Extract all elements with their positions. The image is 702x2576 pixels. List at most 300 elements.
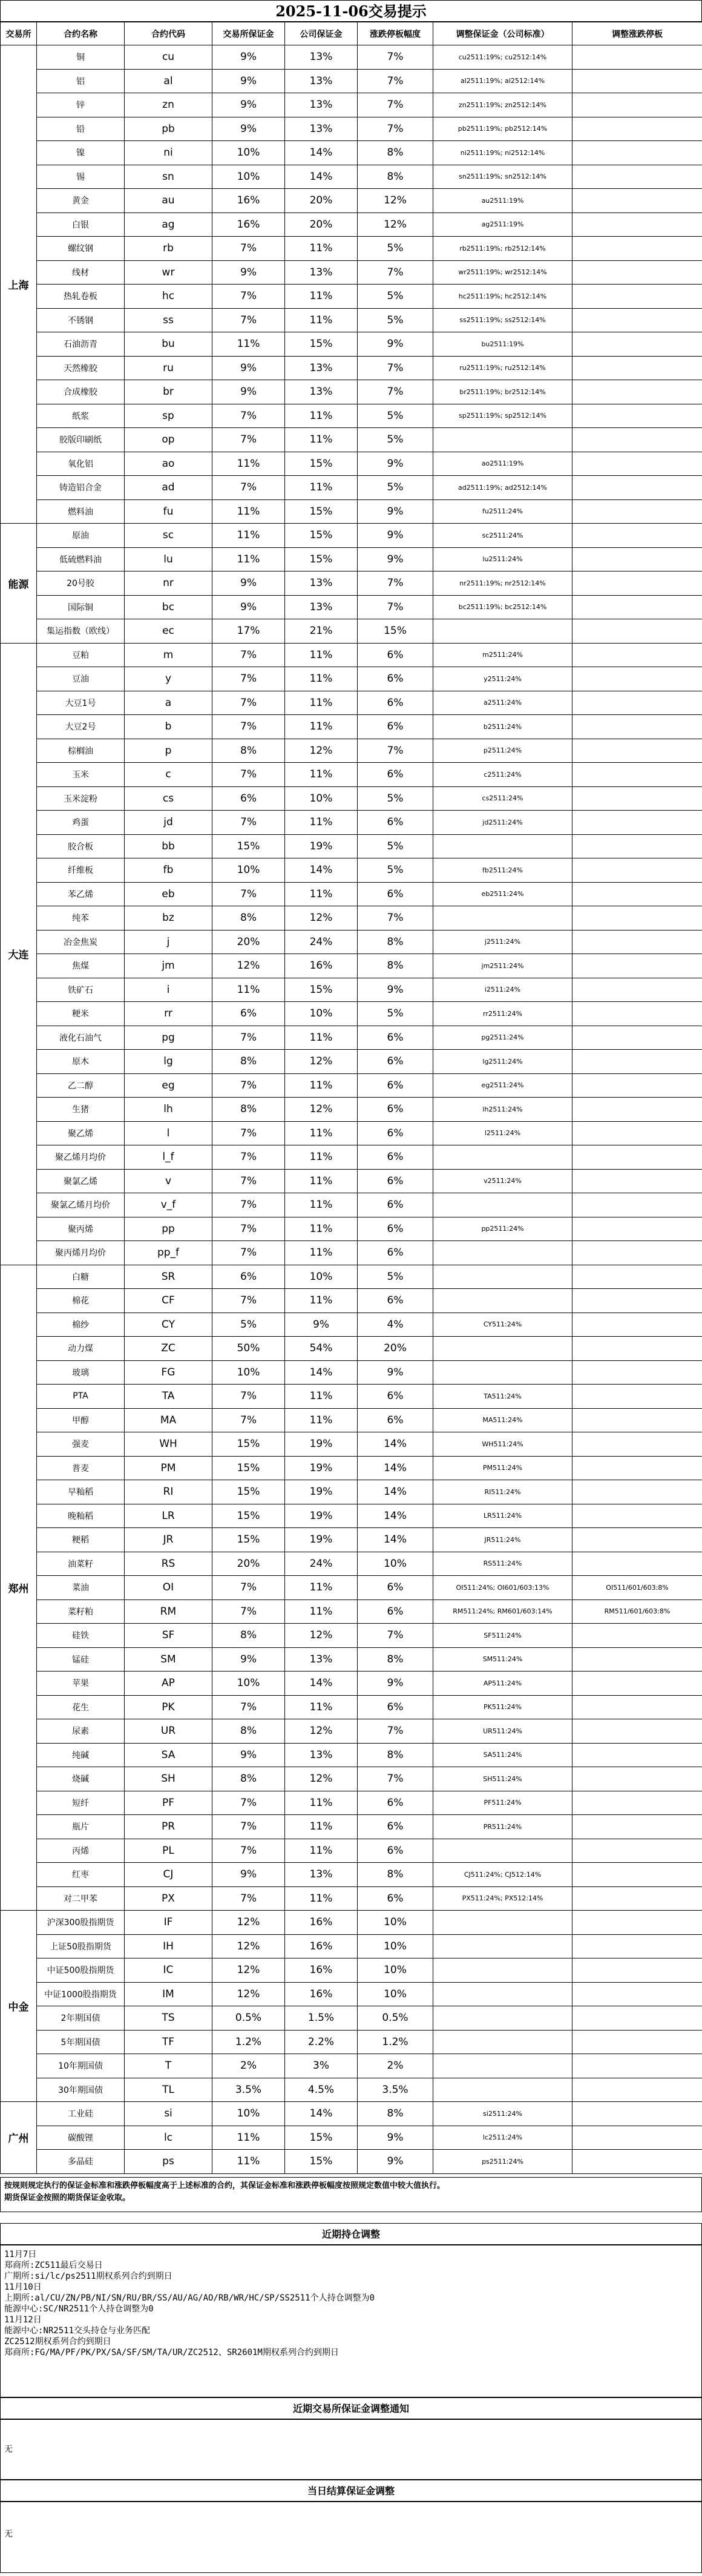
exchange-margin-cell: 9%	[212, 1647, 285, 1672]
price-limit-cell: 6%	[358, 1815, 433, 1839]
contract-code-cell: eg	[125, 1073, 212, 1098]
exchange-margin-cell: 7%	[212, 882, 285, 906]
exchange-margin-cell: 8%	[212, 1624, 285, 1648]
adjusted-margin-cell: SH511:24%	[433, 1767, 572, 1791]
table-row	[1, 1576, 702, 1600]
exchange-margin-cell: 11%	[212, 2126, 285, 2150]
adjusted-limit-cell	[572, 1289, 702, 1313]
adjusted-limit-cell	[572, 69, 702, 93]
exchange-margin-cell: 8%	[212, 906, 285, 931]
price-limit-cell: 12%	[358, 212, 433, 237]
col-header-limit: 涨跌停板幅度	[358, 22, 433, 45]
table-row	[1, 1599, 702, 1624]
contract-code-cell: m	[125, 643, 212, 667]
company-margin-cell: 11%	[285, 1839, 358, 1863]
adjusted-margin-cell: m2511:24%	[433, 643, 572, 667]
adjusted-margin-cell	[433, 2006, 572, 2031]
table-row	[1, 1480, 702, 1504]
contract-code-cell: RM	[125, 1599, 212, 1624]
company-margin-cell: 11%	[285, 1073, 358, 1098]
contract-code-cell: sc	[125, 524, 212, 548]
adjusted-limit-cell	[572, 1624, 702, 1648]
table-row	[1, 906, 702, 931]
price-limit-cell: 5%	[358, 1002, 433, 1026]
company-margin-cell: 11%	[285, 1193, 358, 1217]
table-body	[1, 45, 702, 2174]
adjusted-limit-cell	[572, 930, 702, 954]
price-limit-cell: 9%	[358, 1360, 433, 1385]
adjusted-limit-cell	[572, 285, 702, 309]
contract-code-cell: jm	[125, 954, 212, 978]
exchange-margin-cell: 9%	[212, 69, 285, 93]
exchange-margin-cell: 0.5%	[212, 2006, 285, 2031]
price-limit-cell: 8%	[358, 1863, 433, 1887]
price-limit-cell: 8%	[358, 954, 433, 978]
exchange-margin-cell: 11%	[212, 978, 285, 1002]
price-limit-cell: 6%	[358, 691, 433, 715]
contract-code-cell: rb	[125, 237, 212, 261]
table-row	[1, 1815, 702, 1839]
table-row	[1, 2078, 702, 2102]
table-row	[1, 739, 702, 763]
exchange-margin-cell: 9%	[212, 356, 285, 380]
company-margin-cell: 10%	[285, 1265, 358, 1289]
recent-position-line: ZC2512期权系列合约到期日	[4, 2337, 111, 2347]
contract-code-cell: SF	[125, 1624, 212, 1648]
company-margin-cell: 15%	[285, 452, 358, 476]
col-header-company-margin: 公司保证金	[285, 22, 358, 45]
adjusted-margin-cell: PK511:24%	[433, 1695, 572, 1719]
table-row	[1, 930, 702, 954]
contract-name-cell: 铜	[37, 45, 125, 70]
table-row	[1, 45, 702, 70]
exchange-margin-cell: 8%	[212, 1719, 285, 1744]
contract-code-cell: v	[125, 1169, 212, 1193]
exchange-margin-cell: 7%	[212, 1241, 285, 1265]
company-margin-cell: 15%	[285, 2126, 358, 2150]
company-margin-cell: 12%	[285, 1719, 358, 1744]
adjusted-limit-cell	[572, 404, 702, 428]
contract-name-cell: 红枣	[37, 1863, 125, 1887]
price-limit-cell: 6%	[358, 1121, 433, 1145]
adjusted-limit-cell	[572, 1313, 702, 1337]
company-margin-cell: 13%	[285, 1743, 358, 1767]
company-margin-cell: 14%	[285, 2102, 358, 2126]
price-limit-cell: 6%	[358, 1886, 433, 1911]
company-margin-cell: 4.5%	[285, 2078, 358, 2102]
exchange-margin-cell: 12%	[212, 1958, 285, 1983]
exchange-margin-cell: 7%	[212, 1408, 285, 1432]
exchange-margin-cell: 2%	[212, 2054, 285, 2078]
company-margin-cell: 16%	[285, 1911, 358, 1935]
contract-code-cell: SH	[125, 1767, 212, 1791]
company-margin-cell: 12%	[285, 906, 358, 931]
price-limit-cell: 2%	[358, 2054, 433, 2078]
exchange-margin-cell: 6%	[212, 786, 285, 811]
price-limit-cell: 5%	[358, 476, 433, 500]
exchange-margin-cell: 7%	[212, 1169, 285, 1193]
exchange-margin-cell: 12%	[212, 1911, 285, 1935]
recent-position-line: 广期所:si/lc/ps2511期权系列合约到期日	[4, 2271, 172, 2281]
adjusted-limit-cell	[572, 643, 702, 667]
adjusted-limit-cell	[572, 619, 702, 644]
col-header-adjusted-limit: 调整涨跌停板	[572, 22, 702, 45]
adjusted-margin-cell	[433, 1145, 572, 1170]
price-limit-cell: 7%	[358, 260, 433, 285]
adjusted-margin-cell: OI511:24%; OI601/603:13%	[433, 1576, 572, 1600]
contract-code-cell: MA	[125, 1408, 212, 1432]
company-margin-cell: 54%	[285, 1337, 358, 1361]
table-row	[1, 2030, 702, 2054]
table-row	[1, 1791, 702, 1815]
company-margin-cell: 3%	[285, 2054, 358, 2078]
contract-name-cell: 丙烯	[37, 1839, 125, 1863]
table-row	[1, 93, 702, 117]
price-limit-cell: 14%	[358, 1480, 433, 1504]
contract-name-cell: 聚乙烯	[37, 1121, 125, 1145]
exchange-margin-cell: 7%	[212, 1576, 285, 1600]
table-row	[1, 1432, 702, 1457]
table-row	[1, 285, 702, 309]
price-limit-cell: 6%	[358, 715, 433, 739]
contract-name-cell: 镍	[37, 141, 125, 165]
contract-code-cell: i	[125, 978, 212, 1002]
adjusted-limit-cell	[572, 954, 702, 978]
contract-name-cell: 玉米淀粉	[37, 786, 125, 811]
adjusted-margin-cell: ad2511:19%; ad2512:14%	[433, 476, 572, 500]
contract-code-cell: IM	[125, 1982, 212, 2006]
contract-name-cell: 合成橡胶	[37, 380, 125, 404]
company-margin-cell: 24%	[285, 930, 358, 954]
contract-code-cell: hc	[125, 285, 212, 309]
table-row	[1, 1313, 702, 1337]
margin-notice-text: 无	[4, 2445, 13, 2454]
company-margin-cell: 11%	[285, 1217, 358, 1241]
recent-position-line: 能源中心:SC/NR2511个人持仓调整为0	[4, 2304, 154, 2314]
contract-name-cell: 菜油	[37, 1576, 125, 1600]
contract-code-cell: ec	[125, 619, 212, 644]
margin-table	[0, 22, 702, 2174]
exchange-margin-cell: 9%	[212, 572, 285, 596]
price-limit-cell: 9%	[358, 2150, 433, 2174]
exchange-margin-cell: 7%	[212, 1121, 285, 1145]
adjusted-limit-cell	[572, 428, 702, 452]
exchange-margin-cell: 11%	[212, 524, 285, 548]
table-row	[1, 786, 702, 811]
contract-name-cell: 低硫燃料油	[37, 547, 125, 572]
exchange-margin-cell: 7%	[212, 811, 285, 835]
exchange-margin-cell: 6%	[212, 1265, 285, 1289]
contract-code-cell: c	[125, 763, 212, 787]
contract-name-cell: 铁矿石	[37, 978, 125, 1002]
table-row	[1, 452, 702, 476]
adjusted-limit-cell	[572, 667, 702, 691]
price-limit-cell: 8%	[358, 1647, 433, 1672]
exchange-margin-cell: 10%	[212, 2102, 285, 2126]
adjusted-limit-cell	[572, 739, 702, 763]
price-limit-cell: 7%	[358, 1767, 433, 1791]
contract-name-cell: 原木	[37, 1050, 125, 1074]
adjusted-limit-cell	[572, 1886, 702, 1911]
contract-code-cell: v_f	[125, 1193, 212, 1217]
adjusted-margin-cell: CJ511:24%; CJ512:14%	[433, 1863, 572, 1887]
table-row	[1, 212, 702, 237]
adjusted-limit-cell	[572, 260, 702, 285]
adjusted-margin-cell: si2511:24%	[433, 2102, 572, 2126]
company-margin-cell: 21%	[285, 619, 358, 644]
contract-code-cell: IF	[125, 1911, 212, 1935]
adjusted-limit-cell	[572, 1169, 702, 1193]
contract-name-cell: 铸造铝合金	[37, 476, 125, 500]
table-row	[1, 1456, 702, 1480]
adjusted-limit-cell	[572, 691, 702, 715]
adjusted-limit-cell	[572, 1480, 702, 1504]
exchange-margin-cell: 7%	[212, 1599, 285, 1624]
company-margin-cell: 15%	[285, 547, 358, 572]
adjusted-limit-cell	[572, 452, 702, 476]
col-header-exchange-margin: 交易所保证金	[212, 22, 285, 45]
adjusted-limit-cell	[572, 1504, 702, 1528]
contract-code-cell: SR	[125, 1265, 212, 1289]
table-row	[1, 237, 702, 261]
adjusted-limit-cell	[572, 1456, 702, 1480]
contract-code-cell: JR	[125, 1528, 212, 1552]
exchange-margin-cell: 7%	[212, 1695, 285, 1719]
contract-name-cell: 铝	[37, 69, 125, 93]
contract-name-cell: 碳酸锂	[37, 2126, 125, 2150]
contract-code-cell: rr	[125, 1002, 212, 1026]
contract-name-cell: 20号胶	[37, 572, 125, 596]
price-limit-cell: 9%	[358, 547, 433, 572]
table-row	[1, 404, 702, 428]
contract-code-cell: l	[125, 1121, 212, 1145]
table-row	[1, 1886, 702, 1911]
exchange-margin-cell: 7%	[212, 1839, 285, 1863]
company-margin-cell: 11%	[285, 428, 358, 452]
table-row	[1, 1839, 702, 1863]
table-row	[1, 1193, 702, 1217]
price-limit-cell: 7%	[358, 595, 433, 619]
exchange-margin-cell: 15%	[212, 1456, 285, 1480]
company-margin-cell: 13%	[285, 260, 358, 285]
contract-name-cell: 聚丙烯	[37, 1217, 125, 1241]
exchange-margin-cell: 15%	[212, 1504, 285, 1528]
price-limit-cell: 7%	[358, 1624, 433, 1648]
company-margin-cell: 15%	[285, 524, 358, 548]
col-header-contract-code: 合约代码	[125, 22, 212, 45]
settle-margin-text: 无	[4, 2529, 13, 2539]
col-header-exchange: 交易所	[1, 22, 37, 45]
adjusted-margin-cell: pg2511:24%	[433, 1026, 572, 1050]
contract-code-cell: SA	[125, 1743, 212, 1767]
company-margin-cell: 11%	[285, 1815, 358, 1839]
table-row	[1, 428, 702, 452]
company-margin-cell: 11%	[285, 237, 358, 261]
price-limit-cell: 5%	[358, 428, 433, 452]
company-margin-cell: 11%	[285, 1791, 358, 1815]
exchange-cell: 上海	[1, 45, 37, 524]
adjusted-margin-cell: cs2511:24%	[433, 786, 572, 811]
page-title: 2025-11-06交易提示	[0, 0, 702, 22]
adjusted-limit-cell	[572, 1815, 702, 1839]
adjusted-limit-cell	[572, 2078, 702, 2102]
exchange-margin-cell: 9%	[212, 1863, 285, 1887]
contract-name-cell: 豆粕	[37, 643, 125, 667]
contract-name-cell: 线材	[37, 260, 125, 285]
exchange-margin-cell: 11%	[212, 332, 285, 357]
company-margin-cell: 14%	[285, 1360, 358, 1385]
adjusted-limit-cell	[572, 237, 702, 261]
adjusted-limit-cell	[572, 1217, 702, 1241]
company-margin-cell: 11%	[285, 476, 358, 500]
adjusted-margin-cell: cu2511:19%; cu2512:14%	[433, 45, 572, 70]
exchange-margin-cell: 7%	[212, 428, 285, 452]
company-margin-cell: 10%	[285, 1002, 358, 1026]
adjusted-limit-cell	[572, 1050, 702, 1074]
adjusted-limit-cell	[572, 1982, 702, 2006]
exchange-margin-cell: 9%	[212, 93, 285, 117]
price-limit-cell: 5%	[358, 786, 433, 811]
recent-position-line: 11月7日	[4, 2250, 37, 2259]
recent-position-line: 11月10日	[4, 2282, 42, 2292]
company-margin-cell: 11%	[285, 1408, 358, 1432]
table-row	[1, 1002, 702, 1026]
company-margin-cell: 20%	[285, 189, 358, 213]
contract-name-cell: 30年期国债	[37, 2078, 125, 2102]
table-row	[1, 1385, 702, 1409]
company-margin-cell: 12%	[285, 739, 358, 763]
contract-code-cell: TL	[125, 2078, 212, 2102]
contract-name-cell: 鸡蛋	[37, 811, 125, 835]
adjusted-limit-cell	[572, 2054, 702, 2078]
adjusted-margin-cell: hc2511:19%; hc2512:14%	[433, 285, 572, 309]
exchange-margin-cell: 7%	[212, 285, 285, 309]
adjusted-limit-cell	[572, 165, 702, 189]
contract-code-cell: AP	[125, 1672, 212, 1696]
table-row	[1, 1504, 702, 1528]
exchange-margin-cell: 8%	[212, 1098, 285, 1122]
contract-name-cell: 纯碱	[37, 1743, 125, 1767]
price-limit-cell: 6%	[358, 1408, 433, 1432]
table-row	[1, 189, 702, 213]
adjusted-limit-cell	[572, 1193, 702, 1217]
adjusted-margin-cell	[433, 1360, 572, 1385]
table-row	[1, 715, 702, 739]
exchange-margin-cell: 7%	[212, 1145, 285, 1170]
price-limit-cell: 8%	[358, 165, 433, 189]
exchange-margin-cell: 12%	[212, 1982, 285, 2006]
company-margin-cell: 11%	[285, 308, 358, 332]
contract-name-cell: 聚丙烯月均价	[37, 1241, 125, 1265]
table-row	[1, 619, 702, 644]
company-margin-cell: 19%	[285, 1528, 358, 1552]
table-row	[1, 1169, 702, 1193]
adjusted-limit-cell	[572, 356, 702, 380]
adjusted-limit-cell	[572, 978, 702, 1002]
company-margin-cell: 11%	[285, 1576, 358, 1600]
exchange-margin-cell: 20%	[212, 1552, 285, 1576]
table-row	[1, 1934, 702, 1958]
adjusted-margin-cell	[433, 1958, 572, 1983]
price-limit-cell: 6%	[358, 1098, 433, 1122]
company-margin-cell: 11%	[285, 1169, 358, 1193]
table-row	[1, 2006, 702, 2031]
company-margin-cell: 13%	[285, 45, 358, 70]
adjusted-limit-cell	[572, 1026, 702, 1050]
adjusted-limit-cell	[572, 2126, 702, 2150]
company-margin-cell: 19%	[285, 1504, 358, 1528]
table-row	[1, 978, 702, 1002]
contract-code-cell: pg	[125, 1026, 212, 1050]
contract-name-cell: 甲醇	[37, 1408, 125, 1432]
contract-code-cell: PL	[125, 1839, 212, 1863]
company-margin-cell: 14%	[285, 1672, 358, 1696]
table-row	[1, 1743, 702, 1767]
adjusted-margin-cell: LR511:24%	[433, 1504, 572, 1528]
company-margin-cell: 11%	[285, 763, 358, 787]
exchange-margin-cell: 7%	[212, 237, 285, 261]
contract-code-cell: br	[125, 380, 212, 404]
contract-code-cell: ao	[125, 452, 212, 476]
company-margin-cell: 16%	[285, 1934, 358, 1958]
recent-position-line: 11月12日	[4, 2315, 42, 2325]
price-limit-cell: 10%	[358, 1982, 433, 2006]
contract-name-cell: 5年期国债	[37, 2030, 125, 2054]
price-limit-cell: 6%	[358, 1145, 433, 1170]
price-limit-cell: 9%	[358, 978, 433, 1002]
contract-code-cell: PM	[125, 1456, 212, 1480]
company-margin-cell: 15%	[285, 499, 358, 524]
contract-name-cell: 10年期国债	[37, 2054, 125, 2078]
table-row	[1, 1098, 702, 1122]
adjusted-limit-cell	[572, 2102, 702, 2126]
adjusted-margin-cell: nr2511:19%; nr2512:14%	[433, 572, 572, 596]
table-row	[1, 1145, 702, 1170]
contract-code-cell: RS	[125, 1552, 212, 1576]
contract-name-cell: 晚籼稻	[37, 1504, 125, 1528]
exchange-margin-cell: 8%	[212, 739, 285, 763]
contract-code-cell: CY	[125, 1313, 212, 1337]
adjusted-limit-cell	[572, 1002, 702, 1026]
contract-code-cell: ag	[125, 212, 212, 237]
contract-code-cell: IH	[125, 1934, 212, 1958]
contract-code-cell: a	[125, 691, 212, 715]
table-row	[1, 1719, 702, 1744]
contract-code-cell: TS	[125, 2006, 212, 2031]
adjusted-limit-cell	[572, 1672, 702, 1696]
contract-code-cell: si	[125, 2102, 212, 2126]
adjusted-margin-cell	[433, 1265, 572, 1289]
company-margin-cell: 11%	[285, 1241, 358, 1265]
contract-code-cell: TF	[125, 2030, 212, 2054]
contract-code-cell: LR	[125, 1504, 212, 1528]
adjusted-limit-cell	[572, 1337, 702, 1361]
contract-name-cell: 热轧卷板	[37, 285, 125, 309]
adjusted-margin-cell: sc2511:24%	[433, 524, 572, 548]
adjusted-margin-cell: WH511:24%	[433, 1432, 572, 1457]
exchange-margin-cell: 9%	[212, 595, 285, 619]
contract-code-cell: IC	[125, 1958, 212, 1983]
exchange-margin-cell: 7%	[212, 1791, 285, 1815]
adjusted-margin-cell	[433, 2030, 572, 2054]
company-margin-cell: 13%	[285, 117, 358, 141]
adjusted-limit-cell	[572, 1528, 702, 1552]
adjusted-margin-cell: fb2511:24%	[433, 858, 572, 883]
adjusted-margin-cell: RI511:24%	[433, 1480, 572, 1504]
exchange-margin-cell: 7%	[212, 691, 285, 715]
table-row	[1, 141, 702, 165]
contract-name-cell: 氧化铝	[37, 452, 125, 476]
